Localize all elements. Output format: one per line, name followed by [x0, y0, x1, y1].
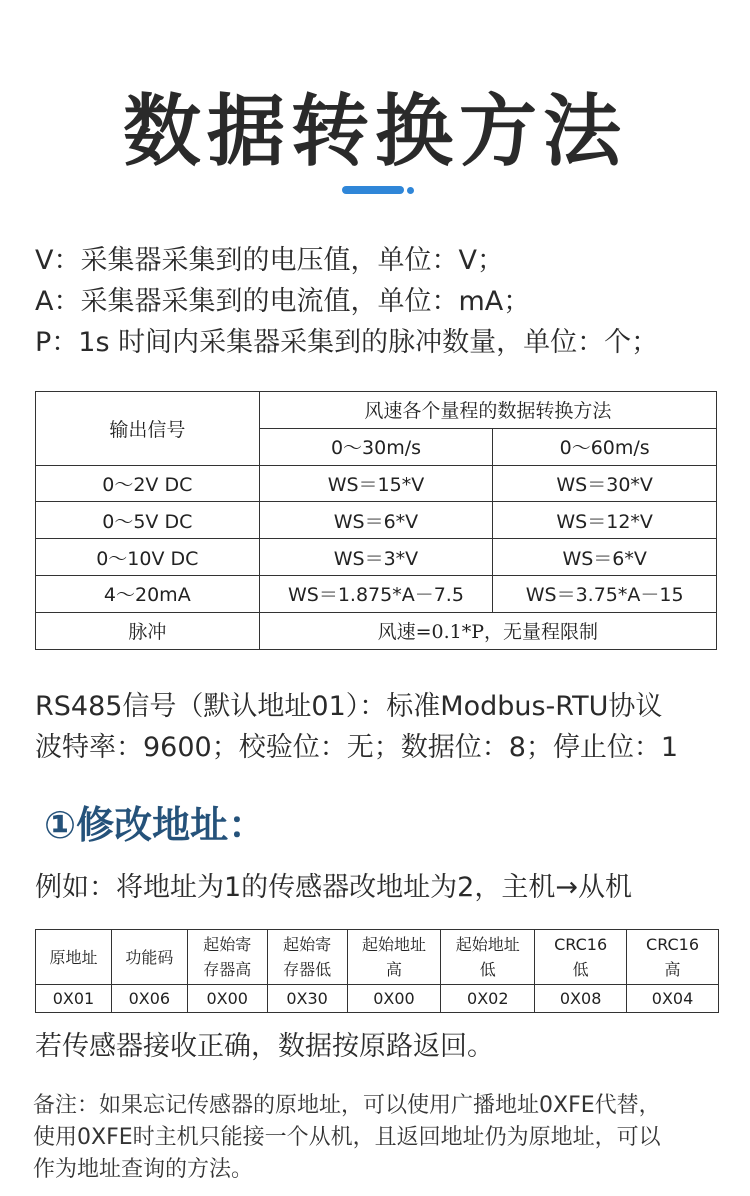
frame-header-cell: 起始寄 存器低	[267, 930, 347, 985]
command-frame-table	[35, 929, 719, 1013]
formula-cell-60: WS＝12*V	[493, 502, 717, 539]
formula-cell-30: WS＝1.875*A－7.5	[259, 575, 493, 612]
note-line: 作为地址查询的方法。	[33, 1157, 254, 1182]
range-header-60: 0～60m/s	[493, 428, 717, 465]
rs485-serial-params-line: 波特率：9600；校验位：无；数据位：8；停止位：1	[35, 732, 679, 763]
table-row	[36, 539, 717, 576]
variable-definitions	[35, 240, 658, 363]
table-row	[36, 502, 717, 539]
remark-note	[33, 1090, 723, 1186]
note-line: 备注：如果忘记传感器的原地址，可以使用广播地址0XFE代替，	[33, 1093, 661, 1118]
formula-cell-60: WS＝3.75*A－15	[493, 575, 717, 612]
rs485-protocol-line: RS485信号（默认地址01）：标准Modbus-RTU协议	[35, 691, 663, 722]
section-title: ①修改地址：	[44, 803, 267, 847]
title-underline-dot	[407, 187, 414, 194]
example-text: 例如：将地址为1的传感器改地址为2，主机→从机	[35, 872, 632, 903]
formula-cell-30: WS＝3*V	[259, 539, 493, 576]
frame-value-cell: 0X00	[187, 985, 267, 1013]
range-header-30: 0～30m/s	[259, 428, 493, 465]
conversion-table	[35, 391, 717, 650]
signal-cell: 0～2V DC	[36, 465, 260, 502]
signal-cell: 0～10V DC	[36, 539, 260, 576]
output-signal-header: 输出信号	[36, 392, 260, 466]
frame-header-cell: 起始地址 低	[441, 930, 535, 985]
frame-value-cell: 0X00	[347, 985, 441, 1013]
formula-cell-60: WS＝30*V	[493, 465, 717, 502]
formula-cell-30: WS＝6*V	[259, 502, 493, 539]
frame-header-cell: CRC16 低	[535, 930, 627, 985]
frame-value-cell: 0X01	[36, 985, 112, 1013]
rs485-info	[35, 686, 678, 768]
conversion-method-header: 风速各个量程的数据转换方法	[259, 392, 716, 429]
signal-cell: 4～20mA	[36, 575, 260, 612]
signal-cell: 0～5V DC	[36, 502, 260, 539]
table-row-pulse	[36, 612, 717, 649]
reply-text: 若传感器接收正确，数据按原路返回。	[35, 1031, 494, 1062]
frame-header-cell: CRC16 高	[627, 930, 719, 985]
frame-value-cell: 0X04	[627, 985, 719, 1013]
title-underline-bar	[342, 186, 404, 194]
frame-header-cell: 原地址	[36, 930, 112, 985]
definition-voltage: V：采集器采集到的电压值，单位：V；	[35, 245, 504, 276]
frame-header-cell: 起始地址 高	[347, 930, 441, 985]
frame-value-cell: 0X08	[535, 985, 627, 1013]
frame-value-cell: 0X30	[267, 985, 347, 1013]
pulse-formula-cell: 风速=0.1*P，无量程限制	[259, 612, 716, 649]
definition-current: A：采集器采集到的电流值，单位：mA；	[35, 286, 531, 317]
formula-cell-30: WS＝15*V	[259, 465, 493, 502]
table-row	[36, 985, 719, 1013]
note-line: 使用0XFE时主机只能接一个从机，且返回地址仍为原地址，可以	[33, 1125, 661, 1150]
definition-pulse: P：1s 时间内采集器采集到的脉冲数量，单位：个；	[35, 327, 659, 358]
frame-value-cell: 0X06	[111, 985, 187, 1013]
table-row	[36, 465, 717, 502]
signal-cell-pulse: 脉冲	[36, 612, 260, 649]
formula-cell-60: WS＝6*V	[493, 539, 717, 576]
frame-header-cell: 功能码	[111, 930, 187, 985]
frame-header-cell: 起始寄 存器高	[187, 930, 267, 985]
page-title: 数据转换方法	[122, 87, 627, 177]
table-row	[36, 575, 717, 612]
frame-value-cell: 0X02	[441, 985, 535, 1013]
